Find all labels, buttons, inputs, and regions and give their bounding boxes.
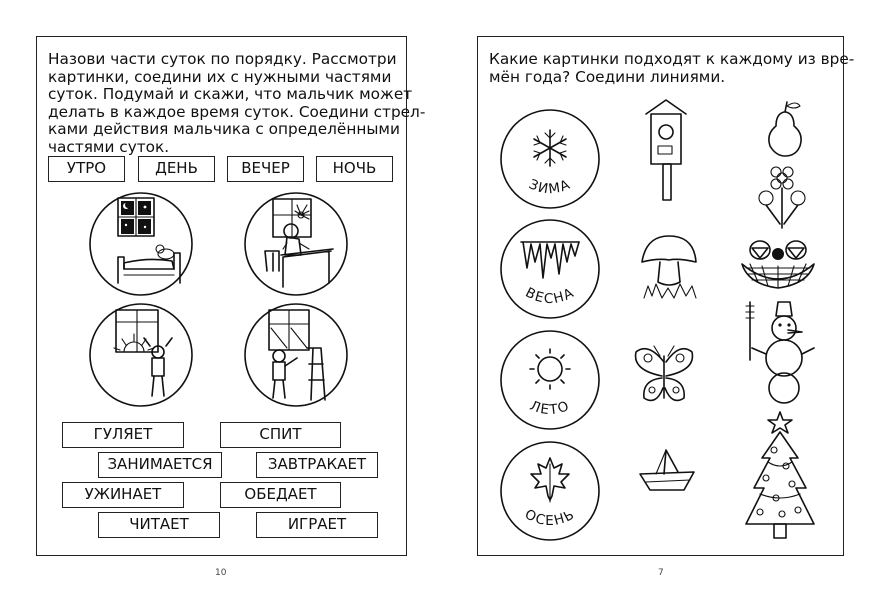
season-spring[interactable] — [499, 218, 601, 320]
left-instruction-line: ками действия мальчика с определёнными — [48, 120, 400, 138]
season-label-winter: ЗИМА — [526, 176, 574, 198]
pear-icon[interactable] — [762, 100, 808, 158]
action-box-reads[interactable]: ЧИТАЕТ — [98, 512, 220, 538]
left-instruction-line: делать в каждое время суток. Соедини стрел- — [48, 102, 426, 121]
season-label-autumn: ОСЕНЬ — [522, 506, 578, 530]
time-box-day[interactable]: ДЕНЬ — [138, 156, 215, 182]
action-box-sleeps[interactable]: СПИТ — [220, 422, 341, 448]
left-instruction — [48, 50, 426, 156]
svg-text:ОСЕНЬ — [522, 506, 578, 529]
season-summer[interactable] — [499, 329, 601, 431]
season-winter[interactable] — [499, 108, 601, 210]
time-box-morning[interactable]: УТРО — [48, 156, 125, 182]
maple-leaf-icon — [531, 458, 569, 502]
nest-icon[interactable] — [738, 234, 818, 292]
butterfly-icon[interactable] — [632, 340, 696, 408]
evening-picture[interactable] — [243, 302, 349, 408]
right-instruction-line: Какие картинки подходят к каждому из вре- — [489, 50, 855, 68]
action-box-studies[interactable]: ЗАНИМАЕТСЯ — [98, 452, 222, 478]
svg-text:ВЕСНА — [523, 285, 578, 308]
flowers-icon[interactable] — [754, 164, 810, 230]
action-box-dinner[interactable]: УЖИНАЕТ — [62, 482, 184, 508]
day-picture[interactable] — [243, 191, 349, 297]
season-label-spring: ВЕСНА — [522, 284, 578, 308]
left-instruction-line: Назови части суток по порядку. Рассмотри — [48, 50, 397, 68]
birdhouse-icon[interactable] — [640, 96, 694, 202]
left-page-number: 10 — [215, 568, 227, 578]
action-box-lunch[interactable]: ОБЕДАЕТ — [220, 482, 341, 508]
right-instruction-line: мён года? Соедини линиями. — [489, 67, 726, 86]
left-instruction-line: картинки, соедини их с нужными частями — [48, 67, 392, 86]
right-page-number: 7 — [658, 568, 664, 578]
action-box-breakfast[interactable]: ЗАВТРАКАЕТ — [256, 452, 378, 478]
paper-boat-icon[interactable] — [636, 446, 698, 494]
snowflake-icon — [534, 130, 566, 166]
mushroom-icon[interactable] — [638, 232, 700, 302]
svg-text:ЗИМА — [526, 176, 573, 197]
season-autumn[interactable] — [499, 440, 601, 542]
time-box-evening[interactable]: ВЕЧЕР — [227, 156, 304, 182]
action-box-plays[interactable]: ИГРАЕТ — [256, 512, 378, 538]
action-box-walks[interactable]: ГУЛЯЕТ — [62, 422, 184, 448]
right-instruction — [489, 50, 855, 86]
icicles-icon — [521, 242, 579, 278]
sun-icon — [530, 349, 570, 389]
time-box-night[interactable]: НОЧЬ — [316, 156, 393, 182]
christmas-tree-icon[interactable] — [742, 410, 818, 546]
snowman-icon[interactable] — [744, 300, 816, 404]
morning-picture[interactable] — [88, 302, 194, 408]
svg-text:ЛЕТО — [528, 398, 573, 419]
left-instruction-line: суток. Подумай и скажи, что мальчик может — [48, 85, 413, 103]
left-instruction-line: частями суток. — [48, 137, 170, 156]
season-label-summer: ЛЕТО — [527, 397, 573, 419]
night-picture[interactable] — [88, 191, 194, 297]
